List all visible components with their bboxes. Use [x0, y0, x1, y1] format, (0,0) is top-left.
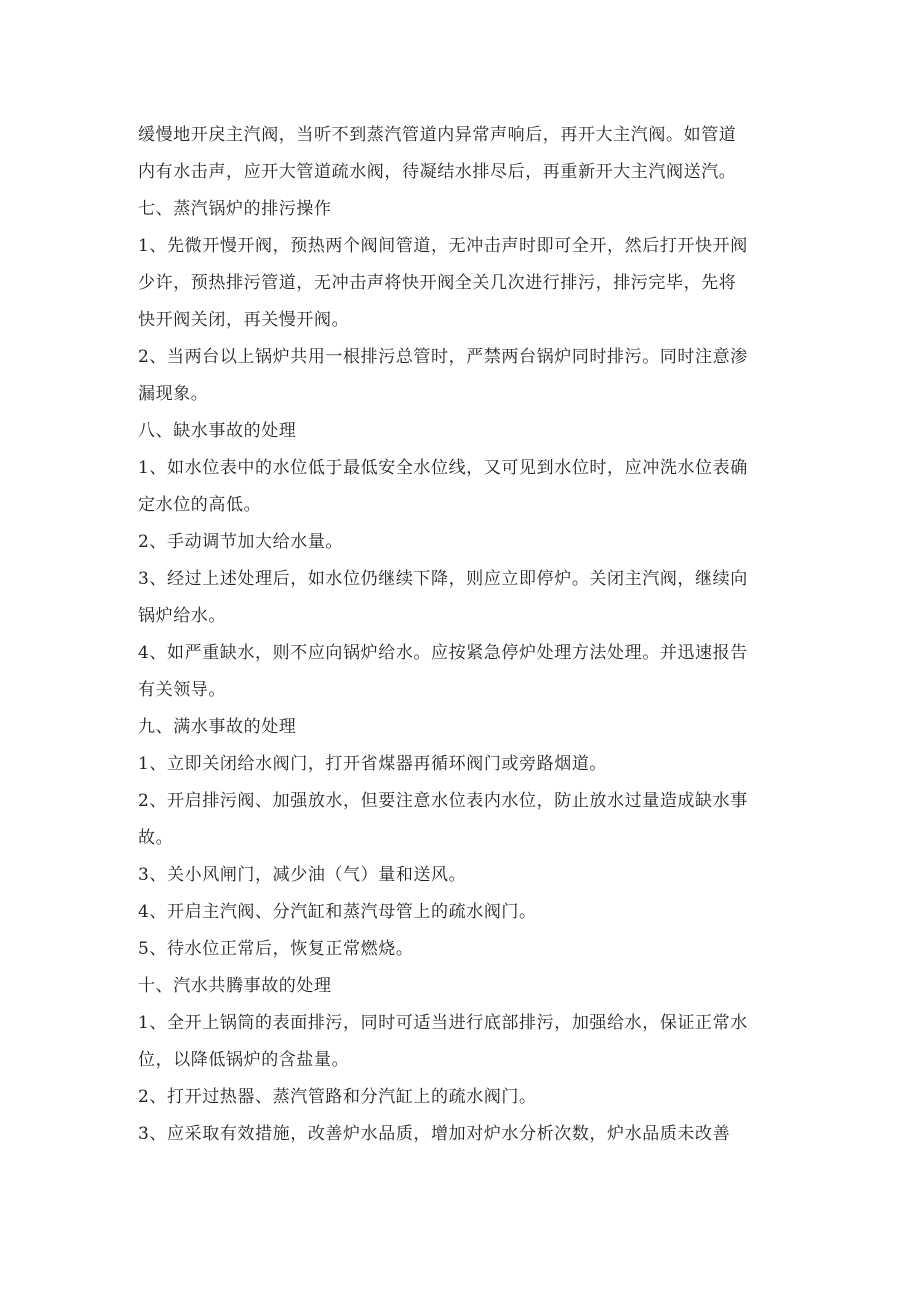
text-line: 4、开启主汽阀、分汽缸和蒸汽母管上的疏水阀门。 — [138, 902, 537, 922]
text-line: 5、待水位正常后，恢复正常燃烧。 — [138, 939, 414, 959]
text-line: 漏现象。 — [138, 384, 209, 404]
text-line: 定水位的高低。 — [138, 495, 262, 515]
section-heading-9: 九、满水事故的处理 — [138, 717, 297, 737]
text-line: 2、开启排污阀、加强放水，但要注意水位表内水位，防止放水过量造成缺水事 — [138, 791, 748, 811]
document-body — [138, 117, 788, 1153]
text-line: 4、如严重缺水，则不应向锅炉给水。应按紧急停炉处理方法处理。并迅速报告 — [138, 643, 748, 663]
text-line: 1、立即关闭给水阀门，打开省煤器再循环阀门或旁路烟道。 — [138, 754, 608, 774]
section-heading-10: 十、汽水共腾事故的处理 — [138, 976, 332, 996]
section-heading-8: 八、缺水事故的处理 — [138, 421, 297, 441]
text-line: 2、当两台以上锅炉共用一根排污总管时，严禁两台锅炉同时排污。同时注意渗 — [138, 347, 748, 367]
text-line: 故。 — [138, 828, 174, 848]
text-line: 3、关小风闸门，减少油（气）量和送风。 — [138, 865, 467, 885]
text-line: 2、打开过热器、蒸汽管路和分汽缸上的疏水阀门。 — [138, 1087, 537, 1107]
text-line: 3、应采取有效措施，改善炉水品质，增加对炉水分析次数，炉水品质未改善 — [138, 1124, 731, 1144]
text-line: 2、手动调节加大给水量。 — [138, 532, 344, 552]
text-line: 1、先微开慢开阀，预热两个阀间管道，无冲击声时即可全开，然后打开快开阀 — [138, 236, 748, 256]
text-line: 锅炉给水。 — [138, 606, 226, 626]
section-heading-7: 七、蒸汽锅炉的排污操作 — [138, 199, 332, 219]
text-line: 1、全开上锅筒的表面排污，同时可适当进行底部排污，加强给水，保证正常水 — [138, 1013, 748, 1033]
text-line: 1、如水位表中的水位低于最低安全水位线，又可见到水位时，应冲洗水位表确 — [138, 458, 748, 478]
text-line: 缓慢地开戾主汽阀，当听不到蒸汽管道内异常声响后，再开大主汽阀。如管道 — [138, 125, 737, 145]
text-line: 3、经过上述处理后，如水位仍继续下降，则应立即停炉。关闭主汽阀，继续向 — [138, 569, 748, 589]
text-line: 有关领导。 — [138, 680, 226, 700]
text-line: 少许，预热排污管道，无冲击声将快开阀全关几次进行排污，排污完毕，先将 — [138, 273, 737, 293]
text-line: 内有水击声，应开大管道疏水阀，待凝结水排尽后，再重新开大主汽阀送汽。 — [138, 162, 737, 182]
text-line: 快开阀关闭，再关慢开阀。 — [138, 310, 350, 330]
text-line: 位，以降低锅炉的含盐量。 — [138, 1050, 350, 1070]
